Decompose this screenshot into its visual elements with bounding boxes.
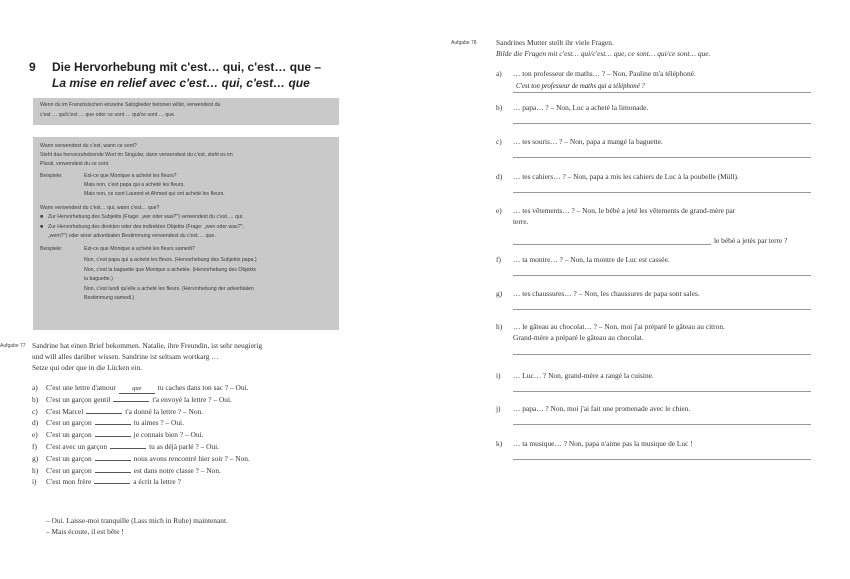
item-post: t'a envoyé la lettre ? – Oui. <box>152 394 232 404</box>
item-post: je connais bien ? – Oui. <box>133 430 204 440</box>
blank-input[interactable] <box>95 424 131 425</box>
item-text: … ta musique… ? Non, papa n'aime pas la musique de Luc ! <box>513 439 693 448</box>
item-post: tu aimes ? – Oui. <box>133 418 184 428</box>
ex77-intro-2: und will alles darüber wissen. Sandrine ist seltsam wortkarg … <box>32 352 219 361</box>
item-pre: C'est un garçon <box>46 465 92 475</box>
answer-line[interactable] <box>513 123 811 124</box>
box2-line2: Plural, verwendest du ce sont. <box>40 161 110 167</box>
item-post: tu caches dans ton sac ? – Oui. <box>157 383 249 392</box>
item-letter: g) <box>496 289 503 298</box>
answer-line[interactable] <box>513 92 811 93</box>
item-letter: c) <box>32 406 38 416</box>
item-letter: a) <box>32 383 38 392</box>
item-letter: i) <box>496 371 501 380</box>
item-pre: C'est Marcel <box>46 406 84 416</box>
box2-bullet-2b: „wem?") oder einer adverbialen Bestimmung verwendest du c'est…. que. <box>48 233 216 239</box>
blank-input[interactable] <box>94 483 130 484</box>
item-post: est dans notre classe ? – Non. <box>133 465 221 475</box>
box2-bullet-2a: Zur Hervorhebung des direkten oder des indirekten Objekts (Frage: „wen oder was?", <box>48 224 244 230</box>
item-letter: b) <box>496 103 503 112</box>
item-text: … tes vêtements… ? – Non, le bébé a jeté les vêtements de grand-mère par <box>513 206 736 215</box>
info-box-1-line2: c'est … qui/c'est … que oder ce sont … qui/ce sont … que. <box>40 112 176 118</box>
item-letter: b) <box>32 394 39 404</box>
item-pre: C'est une lettre d'amour <box>46 383 116 392</box>
answer-line[interactable] <box>513 391 811 392</box>
item-sentence <box>46 477 181 486</box>
item-text: … papa… ? – Non, Luc a acheté la limonade. <box>513 103 649 112</box>
box2-example-3: Mais non, ce sont Laurent et Ahmed qui ont acheté les fleurs. <box>84 191 225 197</box>
item-letter: i) <box>32 477 37 487</box>
item-letter: c) <box>496 137 502 146</box>
handwritten-answer: C'est ton professeur de maths qui a téléphoné ? <box>516 83 645 90</box>
item-letter: k) <box>496 439 503 448</box>
item-letter: h) <box>496 322 503 331</box>
ex78-subtitle: Bilde die Fragen mit c'est… qui/c'est… que, ce sont… qui/ce sont… que. <box>496 49 711 58</box>
box2-line1: Steht das hervorzuhebende Wort im Singular, dann verwendest du c'est, steht es im <box>40 152 233 158</box>
item-letter: e) <box>496 206 502 215</box>
item-text: … tes souris… ? – Non, papa a mangé la baguette. <box>513 137 663 146</box>
item-letter: d) <box>496 172 503 181</box>
item-sentence <box>46 430 203 439</box>
box2-e3b: la baguette.) <box>84 276 113 282</box>
item-text: … tes cahiers… ? – Non, papa a mis les cahiers de Luc à la poubelle (Müll). <box>513 172 739 181</box>
box2-beispiele-2: Beispiele: <box>40 246 63 252</box>
ex78-title: Sandrines Mutter stellt ihr viele Fragen. <box>496 38 614 47</box>
answer-line[interactable] <box>513 459 811 460</box>
item-text: … le gâteau au chocolat… ? – Non, moi j'ai préparé le gâteau au citron. <box>513 322 725 331</box>
item-letter: d) <box>32 418 39 428</box>
box2-question: Wann verwendest du c'est, wann ce sont? <box>40 143 137 149</box>
item-pre: C'est un garçon <box>46 418 92 428</box>
section-title-de: Die Hervorhebung mit c'est… qui, c'est… que – <box>52 60 322 74</box>
blank-input[interactable] <box>95 460 131 461</box>
item-text-2: terre. <box>513 217 529 226</box>
item-sentence <box>46 383 249 394</box>
item-letter: h) <box>32 465 39 475</box>
answer-line[interactable] <box>513 354 811 355</box>
item-sentence <box>46 418 184 427</box>
answer-line[interactable] <box>513 424 811 425</box>
item-post: nous avons rencontré hier soir ? – Non. <box>133 453 250 463</box>
blank-input[interactable]: que <box>119 385 155 394</box>
item-sentence <box>46 395 232 404</box>
item-letter: a) <box>496 69 502 78</box>
item-post: tu as déjà parlé ? – Oui. <box>149 442 220 451</box>
item-text: … Luc… ? Non, grand-mère a rangé la cuisine. <box>513 371 654 380</box>
item-text: … tes chaussures… ? – Non, les chaussures de papa sont sales. <box>513 289 700 298</box>
exercise-77-label: Aufgabe 77 <box>0 343 26 349</box>
blank-input[interactable] <box>95 436 131 437</box>
box2-e4a: Non, c'est lundi qu'elle a acheté les fleurs. (Hervorhebung der adverbialen <box>84 286 254 292</box>
box2-question-2: Wann verwendest du c'est… qui, wann c'est… que? <box>40 205 160 211</box>
blank-input[interactable] <box>86 413 122 414</box>
answer-line[interactable] <box>513 275 811 276</box>
item-pre: C'est un garçon gentil <box>46 394 111 404</box>
ex77-intro-3: Setze qui oder que in die Lücken ein. <box>32 363 143 372</box>
blank-input[interactable] <box>95 472 131 473</box>
blank-input[interactable] <box>113 401 149 402</box>
item-pre: C'est avec un garçon <box>46 442 108 451</box>
box2-example-2: Mais non, c'est papa qui a acheté les fleurs. <box>84 182 185 188</box>
box2-example-1: Est-ce que Monique a acheté les fleurs? <box>84 173 177 179</box>
item-answer-suffix: le bébé a jetés par terre ? <box>714 236 788 245</box>
item-letter: f) <box>496 255 501 264</box>
blank-input[interactable] <box>110 448 146 449</box>
exercise-78-label: Aufgabe 78 <box>451 40 477 46</box>
bullet-icon: ■ <box>40 224 44 230</box>
ex77-intro-1: Sandrine hat einen Brief bekommen. Natalie, ihre Freundin, ist sehr neugierig <box>32 341 263 350</box>
item-letter: j) <box>496 404 501 413</box>
item-sentence <box>46 454 250 463</box>
item-pre: C'est mon frère <box>46 477 92 487</box>
section-title-fr: La mise en relief avec c'est… qui, c'est… que <box>52 76 310 90</box>
item-pre: C'est un garçon <box>46 453 92 463</box>
item-sentence <box>46 407 203 416</box>
ex77-end-1: – Oui. Laisse-moi tranquille (Lass mich in Ruhe) maintenant. <box>46 516 228 525</box>
item-text: … ton professeur de maths… ? – Non, Pauline m'a téléphoné. <box>513 69 696 78</box>
item-text: … ta montre… ? – Non, la montre de Luc est cassée. <box>513 255 670 264</box>
item-text: … papa… ? Non, moi j'ai fait une promenade avec le chien. <box>513 404 691 413</box>
item-post: a écrit la lettre ? <box>133 477 181 487</box>
item-pre: C'est un garçon <box>46 430 92 440</box>
item-text-2: Grand-mère a préparé le gâteau au chocolat. <box>513 333 644 342</box>
answer-line[interactable] <box>513 244 711 245</box>
answer-line[interactable] <box>513 192 811 193</box>
answer-line[interactable] <box>513 157 811 158</box>
box2-e4b: Bestimmung samedi.) <box>84 295 135 301</box>
ex77-end-2: – Mais écoute, il est bête ! <box>46 527 124 536</box>
bullet-icon: ■ <box>40 214 44 220</box>
box2-beispiele: Beispiele: <box>40 173 63 179</box>
box2-e3a: Non, c'est la baguette que Monique a achetée. (Hervorhebung des Objekts <box>84 267 256 273</box>
item-sentence <box>46 442 219 451</box>
item-sentence <box>46 466 221 475</box>
item-letter: f) <box>32 442 37 451</box>
item-letter: g) <box>32 453 39 463</box>
item-letter: e) <box>32 430 38 440</box>
box2-e2: Non, c'est papa qui a acheté les fleurs. (Hervorhebung des Subjekts papa.) <box>84 257 257 263</box>
answer-line[interactable] <box>513 309 811 310</box>
box2-e1: Est-ce que Monique a acheté les fleurs samedi? <box>84 246 195 252</box>
info-box-1-line1: Wenn du im Französischen einzelne Satzglieder betonen willst, verwendest du <box>40 102 221 108</box>
box2-bullet-1: Zur Hervorhebung des Subjekts (Frage: „wer oder was?") verwendest du c'est…. qui. <box>48 214 244 220</box>
section-number: 9 <box>29 60 36 74</box>
item-post: t'a donné la lettre ? – Non. <box>125 406 204 416</box>
